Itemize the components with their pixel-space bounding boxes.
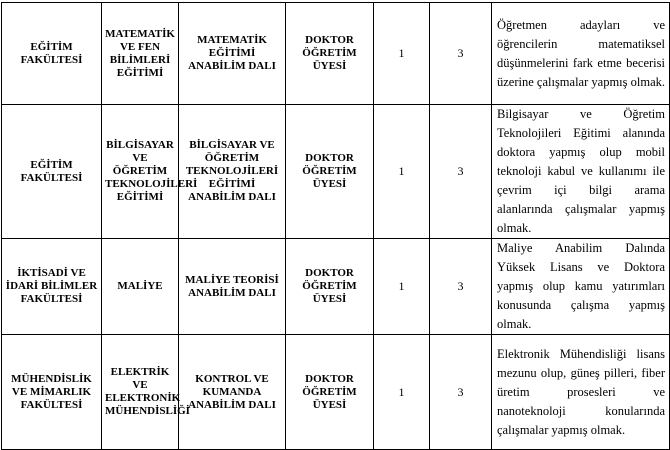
department-cell: ELEKTRİK VE ELEKTRONİK MÜHENDİSLİĞİ — [102, 335, 179, 450]
table-row — [2, 239, 670, 335]
faculty-cell: İKTİSADİ VE İDARİ BİLİMLER FAKÜLTESİ — [2, 239, 102, 335]
degree-cell: 1 — [374, 105, 430, 239]
count-cell: 3 — [430, 3, 492, 105]
title-cell: DOKTOR ÖĞRETİM ÜYESİ — [286, 239, 374, 335]
division-cell: KONTROL VE KUMANDA ANABİLİM DALI — [179, 335, 286, 450]
degree-cell: 1 — [374, 239, 430, 335]
requirement-text: Öğretmen adayları ve öğrencilerin matematiksel düşünmelerini fark etme becerisi üzerine çalışmalar yapmış olmak. — [497, 17, 665, 89]
table-row — [2, 3, 670, 105]
academic-positions-table — [1, 2, 670, 450]
faculty-cell: MÜHENDİSLİK VE MİMARLIK FAKÜLTESİ — [2, 335, 102, 450]
department-cell: BİLGİSAYAR VE ÖĞRETİM TEKNOLOJİLERİ EĞİTİMİ — [102, 105, 179, 239]
degree-cell: 1 — [374, 3, 430, 105]
requirement-cell — [492, 335, 670, 450]
count-cell: 3 — [430, 335, 492, 450]
table-row — [2, 335, 670, 450]
requirement-cell — [492, 239, 670, 335]
title-cell: DOKTOR ÖĞRETİM ÜYESİ — [286, 105, 374, 239]
count-cell: 3 — [430, 105, 492, 239]
faculty-cell: EĞİTİM FAKÜLTESİ — [2, 105, 102, 239]
division-cell: MATEMATİK EĞİTİMİ ANABİLİM DALI — [179, 3, 286, 105]
requirement-text: Elektronik Mühendisliği lisans mezunu olup, güneş pilleri, fiber üretim prosesleri ve nanoteknoloji konularında çalışmalar yapmış olmak. — [497, 346, 665, 437]
title-cell: DOKTOR ÖĞRETİM ÜYESİ — [286, 3, 374, 105]
division-cell: BİLGİSAYAR VE ÖĞRETİM TEKNOLOJİLERİ EĞİTİMİ ANABİLİM DALI — [179, 105, 286, 239]
table-row — [2, 105, 670, 239]
requirement-cell — [492, 105, 670, 239]
division-cell: MALİYE TEORİSİ ANABİLİM DALI — [179, 239, 286, 335]
department-cell: MALİYE — [102, 239, 179, 335]
department-cell: MATEMATİK VE FEN BİLİMLERİ EĞİTİMİ — [102, 3, 179, 105]
count-cell: 3 — [430, 239, 492, 335]
faculty-cell: EĞİTİM FAKÜLTESİ — [2, 3, 102, 105]
requirement-text: Maliye Anabilim Dalında Yüksek Lisans ve Doktora yapmış olup kamu yatırımları konusunda çalışma yapmış olmak. — [497, 241, 665, 331]
requirement-cell — [492, 3, 670, 105]
degree-cell: 1 — [374, 335, 430, 450]
title-cell: DOKTOR ÖĞRETİM ÜYESİ — [286, 335, 374, 450]
requirement-text: Bilgisayar ve Öğretim Teknolojileri Eğitimi alanında doktora yapmış olup mobil teknoloji kabul ve kullanımı ile çevrim içi bilgi arama alanlarında çalışmalar yapmış olmak. — [497, 107, 665, 235]
